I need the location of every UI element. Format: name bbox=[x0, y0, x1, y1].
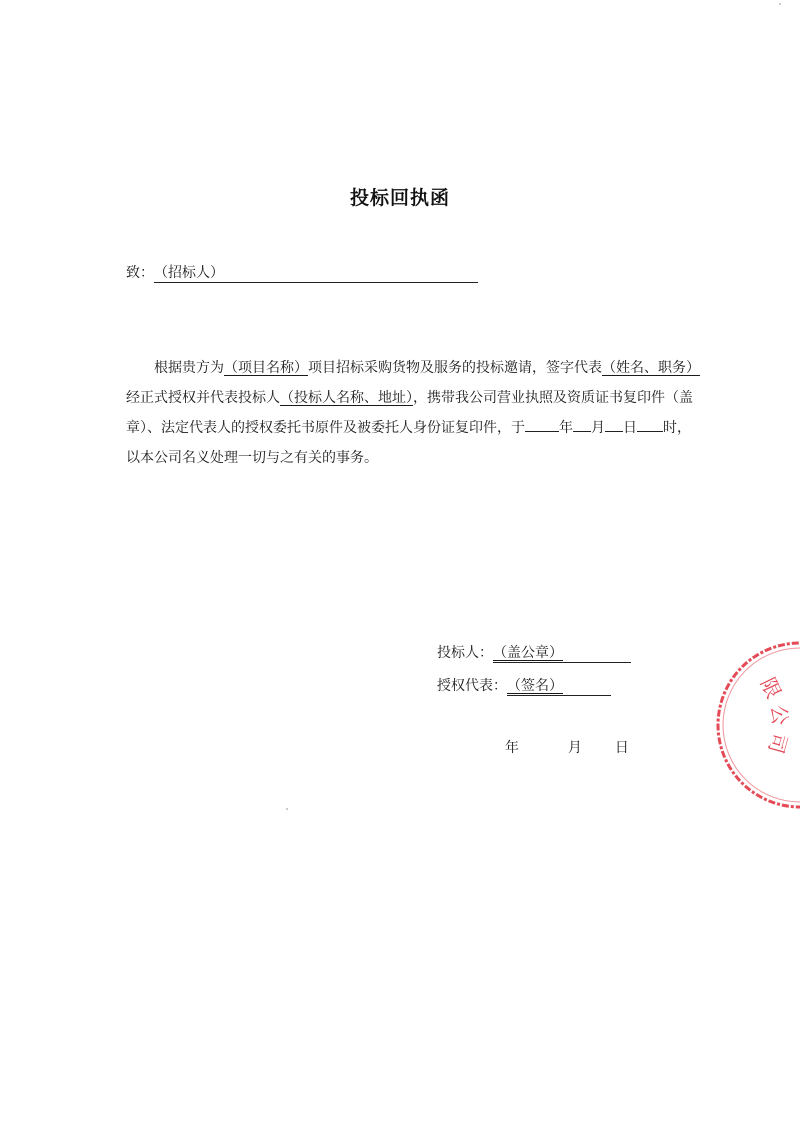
paragraph-line-3 bbox=[126, 413, 692, 443]
recipient-line bbox=[126, 262, 478, 283]
text-segment: 根据贵方为 bbox=[154, 360, 224, 376]
representative-label: 授权代表： bbox=[437, 678, 507, 694]
day-blank bbox=[605, 417, 623, 432]
recipient-field bbox=[154, 264, 478, 283]
month-blank bbox=[573, 417, 591, 432]
bidder-name-field: （投标人名称、地址） bbox=[280, 390, 413, 406]
scan-speck bbox=[779, 3, 781, 5]
date-year: 年 bbox=[505, 740, 519, 756]
hour-label: 时， bbox=[663, 420, 691, 436]
day-label: 日 bbox=[623, 420, 637, 436]
scan-speck bbox=[286, 808, 288, 810]
text-segment: 章）、法定代表人的授权委托书原件及被委托人身份证复印件，于 bbox=[126, 420, 525, 436]
date-day: 日 bbox=[614, 740, 629, 756]
text-segment: 项目招标采购货物及服务的投标邀请，签字代表 bbox=[308, 360, 602, 376]
bidder-signature-line bbox=[437, 642, 631, 663]
signing-date bbox=[505, 737, 629, 757]
representative-field: （姓名、职务） bbox=[602, 360, 700, 376]
bidder-seal-value: （盖公章） bbox=[493, 645, 563, 661]
year-blank bbox=[525, 417, 559, 432]
text-segment: ，携带我公司营业执照及资质证书复印件（盖 bbox=[413, 390, 693, 406]
representative-sign-value: （签名） bbox=[507, 678, 563, 694]
body-paragraph bbox=[126, 353, 700, 473]
text-segment: 经正式授权并代表投标人 bbox=[126, 390, 280, 406]
paragraph-line-4: 以本公司名义处理一切与之有关的事务。 bbox=[126, 450, 378, 466]
recipient-value: （招标人） bbox=[154, 265, 224, 281]
year-label: 年 bbox=[559, 420, 573, 436]
svg-text:限公司 bbox=[756, 674, 793, 762]
date-month: 月 bbox=[567, 740, 582, 756]
paragraph-line-1 bbox=[126, 353, 700, 383]
bidder-seal-field bbox=[493, 644, 631, 663]
seal-text: 限公司 bbox=[755, 673, 793, 763]
month-label: 月 bbox=[591, 420, 605, 436]
hour-blank bbox=[637, 417, 663, 432]
recipient-prefix: 致： bbox=[126, 265, 154, 281]
bidder-label: 投标人： bbox=[437, 645, 493, 661]
paragraph-line-2 bbox=[126, 383, 692, 413]
document-title: 投标回执函 bbox=[349, 187, 450, 209]
project-name-field: （项目名称） bbox=[224, 360, 308, 376]
company-seal-stamp bbox=[700, 630, 800, 810]
representative-signature-line bbox=[437, 675, 611, 696]
representative-sign-field bbox=[507, 677, 611, 696]
